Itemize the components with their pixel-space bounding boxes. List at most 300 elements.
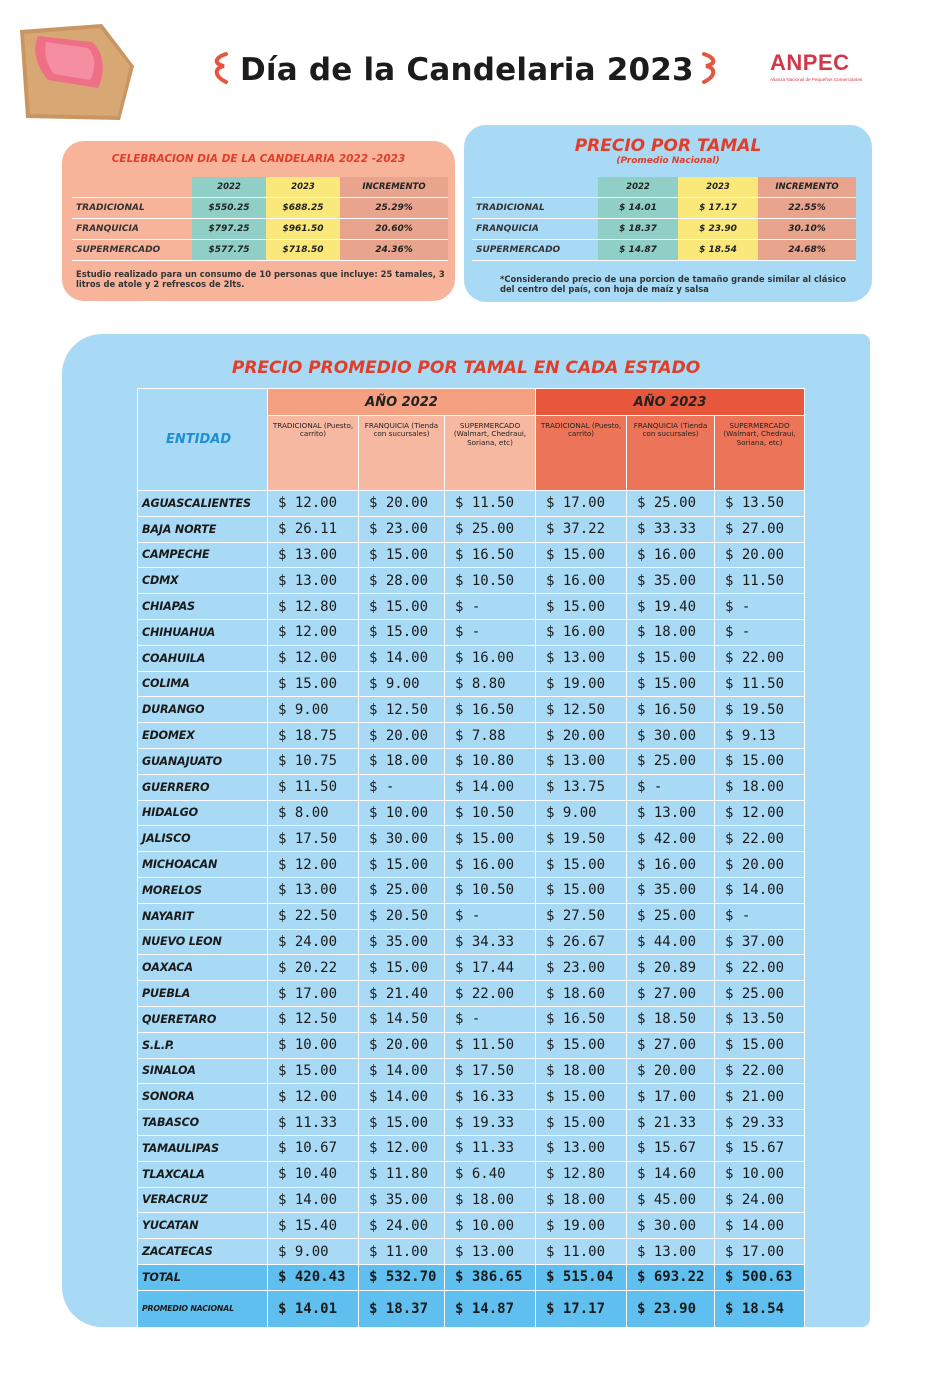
subheader-2023-franquicia: FRANQUICIA (Tienda con sucursales) (627, 416, 715, 491)
price-super-2023: $ 11.50 (715, 671, 805, 697)
state-name: TAMAULIPAS (138, 1135, 268, 1161)
state-name: ZACATECAS (138, 1239, 268, 1265)
price-trad-2023: $ 17.00 (536, 491, 627, 517)
price-trad-2023: $ 16.50 (536, 1006, 627, 1032)
state-name: OAXACA (138, 955, 268, 981)
price-super-2022: $ 16.00 (445, 645, 536, 671)
value-2022: $797.25 (192, 219, 266, 240)
price-franq-2023: $ 42.00 (627, 826, 715, 852)
price-franq-2023: $ 16.00 (627, 542, 715, 568)
row-label: FRANQUICIA (72, 219, 192, 240)
state-name: SINALOA (138, 1058, 268, 1084)
price-franq-2022: $ 20.50 (359, 903, 445, 929)
table-row (138, 594, 805, 620)
price-super-2023: $ 11.50 (715, 568, 805, 594)
price-franq-2023: $ 13.00 (627, 800, 715, 826)
state-name: VERACRUZ (138, 1187, 268, 1213)
price-franq-2022: $ 20.00 (359, 723, 445, 749)
row-label: TRADICIONAL (472, 198, 598, 219)
state-name: TLAXCALA (138, 1161, 268, 1187)
price-franq-2022: $ 10.00 (359, 800, 445, 826)
precio-tamal-card (464, 125, 872, 302)
price-franq-2023: $ 693.22 (627, 1264, 715, 1290)
price-trad-2023: $ 13.00 (536, 645, 627, 671)
price-franq-2023: $ 15.00 (627, 645, 715, 671)
price-super-2022: $ 6.40 (445, 1161, 536, 1187)
logo-name: ANPEC (770, 50, 850, 75)
subheader-2022-supermercado: SUPERMERCADO (Walmart, Chedraui, Soriana, etc) (445, 416, 536, 491)
price-franq-2023: $ 20.00 (627, 1058, 715, 1084)
table-row (138, 1213, 805, 1239)
price-super-2023: $ - (715, 594, 805, 620)
table-row (138, 826, 805, 852)
precio-header-incremento: INCREMENTO (758, 177, 856, 198)
price-super-2023: $ 29.33 (715, 1110, 805, 1136)
price-trad-2023: $ 19.00 (536, 1213, 627, 1239)
price-super-2022: $ - (445, 619, 536, 645)
price-trad-2022: $ 13.00 (268, 568, 359, 594)
year-2023-header: AÑO 2023 (536, 389, 805, 416)
state-name: CDMX (138, 568, 268, 594)
price-trad-2023: $ 23.00 (536, 955, 627, 981)
price-trad-2023: $ 15.00 (536, 852, 627, 878)
table-row (138, 619, 805, 645)
value-incremento: 20.60% (340, 219, 448, 240)
page-title: Día de la Candelaria 2023 (240, 52, 694, 88)
value-2022: $ 18.37 (598, 219, 678, 240)
state-name: PUEBLA (138, 981, 268, 1007)
price-franq-2023: $ 23.90 (627, 1290, 715, 1327)
precio-tamal-title: PRECIO POR TAMAL (574, 136, 762, 156)
price-super-2023: $ 20.00 (715, 542, 805, 568)
price-trad-2023: $ 13.75 (536, 774, 627, 800)
price-super-2023: $ 25.00 (715, 981, 805, 1007)
price-franq-2023: $ 15.00 (627, 671, 715, 697)
celebracion-title: CELEBRACION DIA DE LA CANDELARIA 2022 -2023 (111, 153, 406, 165)
state-name: CHIHUAHUA (138, 619, 268, 645)
subheader-2023-tradicional: TRADICIONAL (Puesto, carrito) (536, 416, 627, 491)
value-2022: $ 14.01 (598, 198, 678, 219)
price-trad-2023: $ 18.00 (536, 1187, 627, 1213)
table-row (138, 1006, 805, 1032)
price-franq-2022: $ 18.37 (359, 1290, 445, 1327)
price-franq-2023: $ 20.89 (627, 955, 715, 981)
price-super-2023: $ 12.00 (715, 800, 805, 826)
tamal-illustration (18, 22, 136, 124)
price-super-2022: $ 17.50 (445, 1058, 536, 1084)
precio-tamal-table (472, 177, 856, 261)
price-super-2022: $ 19.33 (445, 1110, 536, 1136)
price-trad-2022: $ 11.33 (268, 1110, 359, 1136)
price-franq-2023: $ 15.67 (627, 1135, 715, 1161)
price-franq-2023: $ 13.00 (627, 1239, 715, 1265)
price-franq-2022: $ 35.00 (359, 1187, 445, 1213)
price-super-2023: $ 15.00 (715, 748, 805, 774)
table-row (138, 645, 805, 671)
state-name: AGUASCALIENTES (138, 491, 268, 517)
state-name: EDOMEX (138, 723, 268, 749)
price-franq-2023: $ 14.60 (627, 1161, 715, 1187)
price-franq-2022: $ 20.00 (359, 1032, 445, 1058)
state-name: GUERRERO (138, 774, 268, 800)
price-franq-2022: $ 12.00 (359, 1135, 445, 1161)
table-row (138, 981, 805, 1007)
price-franq-2022: $ 14.50 (359, 1006, 445, 1032)
celebracion-header-2022: 2022 (192, 177, 266, 198)
price-trad-2023: $ 20.00 (536, 723, 627, 749)
table-row (138, 1084, 805, 1110)
price-franq-2022: $ 14.00 (359, 1058, 445, 1084)
price-franq-2023: $ - (627, 774, 715, 800)
value-incremento: 24.68% (758, 240, 856, 261)
flourish-right-icon (700, 50, 724, 86)
price-franq-2022: $ 24.00 (359, 1213, 445, 1239)
table-row (138, 542, 805, 568)
price-trad-2022: $ 14.00 (268, 1187, 359, 1213)
promedio-nacional-row (138, 1290, 805, 1327)
table-row (138, 903, 805, 929)
price-franq-2022: $ 28.00 (359, 568, 445, 594)
value-2023: $ 18.54 (678, 240, 758, 261)
price-super-2022: $ 16.50 (445, 697, 536, 723)
price-trad-2023: $ 15.00 (536, 1032, 627, 1058)
table-row (138, 1135, 805, 1161)
price-super-2023: $ 22.00 (715, 955, 805, 981)
table-row (138, 929, 805, 955)
logo-subtitle: Alianza Nacional de Pequeños Comerciantes (770, 77, 863, 82)
value-2023: $961.50 (266, 219, 340, 240)
state-name: DURANGO (138, 697, 268, 723)
state-price-table (137, 388, 805, 1328)
price-super-2022: $ 10.50 (445, 877, 536, 903)
price-trad-2023: $ 15.00 (536, 542, 627, 568)
price-trad-2023: $ 18.00 (536, 1058, 627, 1084)
value-2022: $ 14.87 (598, 240, 678, 261)
year-2022-header: AÑO 2022 (268, 389, 536, 416)
table-row (138, 748, 805, 774)
table-row (138, 568, 805, 594)
price-trad-2022: $ 14.01 (268, 1290, 359, 1327)
price-franq-2023: $ 27.00 (627, 1032, 715, 1058)
price-franq-2022: $ 25.00 (359, 877, 445, 903)
price-trad-2022: $ 17.50 (268, 826, 359, 852)
price-franq-2022: $ 18.00 (359, 748, 445, 774)
state-name: MORELOS (138, 877, 268, 903)
price-trad-2023: $ 15.00 (536, 1110, 627, 1136)
table-row (138, 671, 805, 697)
price-trad-2022: $ 8.00 (268, 800, 359, 826)
price-super-2023: $ 13.50 (715, 1006, 805, 1032)
price-franq-2022: $ 15.00 (359, 955, 445, 981)
price-super-2023: $ 15.00 (715, 1032, 805, 1058)
price-super-2022: $ 16.50 (445, 542, 536, 568)
table-row (138, 774, 805, 800)
state-name: SONORA (138, 1084, 268, 1110)
table-row (138, 723, 805, 749)
price-super-2022: $ 34.33 (445, 929, 536, 955)
state-name: QUERETARO (138, 1006, 268, 1032)
celebracion-row (72, 219, 448, 240)
price-trad-2022: $ 12.00 (268, 491, 359, 517)
price-franq-2023: $ 25.00 (627, 903, 715, 929)
price-super-2022: $ 386.65 (445, 1264, 536, 1290)
precio-header-2023: 2023 (678, 177, 758, 198)
price-franq-2022: $ 15.00 (359, 542, 445, 568)
price-trad-2023: $ 15.00 (536, 1084, 627, 1110)
row-label: SUPERMERCADO (72, 240, 192, 261)
price-franq-2022: $ 35.00 (359, 929, 445, 955)
state-name: PROMEDIO NACIONAL (138, 1290, 268, 1327)
price-trad-2022: $ 15.00 (268, 1058, 359, 1084)
price-super-2022: $ 16.00 (445, 852, 536, 878)
state-name: CHIAPAS (138, 594, 268, 620)
state-name: COAHUILA (138, 645, 268, 671)
table-row (138, 1058, 805, 1084)
price-franq-2022: $ 20.00 (359, 491, 445, 517)
price-trad-2023: $ 9.00 (536, 800, 627, 826)
row-label: SUPERMERCADO (472, 240, 598, 261)
price-super-2022: $ 16.33 (445, 1084, 536, 1110)
precio-row (472, 240, 856, 261)
subheader-2022-franquicia: FRANQUICIA (Tienda con sucursales) (359, 416, 445, 491)
price-trad-2023: $ 19.00 (536, 671, 627, 697)
total-row (138, 1264, 805, 1290)
table-row (138, 877, 805, 903)
price-super-2023: $ 10.00 (715, 1161, 805, 1187)
price-super-2022: $ - (445, 594, 536, 620)
price-super-2022: $ 15.00 (445, 826, 536, 852)
price-franq-2022: $ 15.00 (359, 594, 445, 620)
state-name: NUEVO LEON (138, 929, 268, 955)
price-trad-2022: $ 420.43 (268, 1264, 359, 1290)
price-trad-2022: $ 15.40 (268, 1213, 359, 1239)
price-super-2022: $ 17.44 (445, 955, 536, 981)
celebracion-card (62, 141, 455, 301)
price-trad-2023: $ 16.00 (536, 619, 627, 645)
price-super-2023: $ 14.00 (715, 1213, 805, 1239)
state-name: JALISCO (138, 826, 268, 852)
celebracion-table (72, 177, 448, 261)
price-super-2022: $ 8.80 (445, 671, 536, 697)
price-trad-2022: $ 12.00 (268, 645, 359, 671)
price-franq-2023: $ 35.00 (627, 877, 715, 903)
price-trad-2023: $ 12.80 (536, 1161, 627, 1187)
state-name: MICHOACAN (138, 852, 268, 878)
precio-row (472, 198, 856, 219)
main-table-title: PRECIO PROMEDIO POR TAMAL EN CADA ESTADO (231, 358, 701, 378)
price-super-2022: $ 11.50 (445, 1032, 536, 1058)
value-2023: $ 23.90 (678, 219, 758, 240)
subheader-2023-supermercado: SUPERMERCADO (Walmart, Chedraui, Soriana, etc) (715, 416, 805, 491)
table-row (138, 1161, 805, 1187)
price-trad-2022: $ 10.67 (268, 1135, 359, 1161)
state-name: TABASCO (138, 1110, 268, 1136)
value-incremento: 25.29% (340, 198, 448, 219)
price-franq-2023: $ 45.00 (627, 1187, 715, 1213)
state-name: NAYARIT (138, 903, 268, 929)
price-trad-2022: $ 12.50 (268, 1006, 359, 1032)
precio-row (472, 219, 856, 240)
price-franq-2023: $ 35.00 (627, 568, 715, 594)
price-trad-2023: $ 17.17 (536, 1290, 627, 1327)
price-franq-2022: $ 30.00 (359, 826, 445, 852)
price-trad-2023: $ 16.00 (536, 568, 627, 594)
price-trad-2022: $ 11.50 (268, 774, 359, 800)
state-name: S.L.P. (138, 1032, 268, 1058)
price-super-2023: $ 27.00 (715, 516, 805, 542)
price-super-2022: $ 22.00 (445, 981, 536, 1007)
price-trad-2023: $ 13.00 (536, 748, 627, 774)
price-trad-2022: $ 13.00 (268, 877, 359, 903)
price-trad-2023: $ 19.50 (536, 826, 627, 852)
value-2023: $ 17.17 (678, 198, 758, 219)
price-super-2022: $ - (445, 1006, 536, 1032)
price-super-2023: $ 22.00 (715, 1058, 805, 1084)
price-trad-2022: $ 12.00 (268, 852, 359, 878)
table-row (138, 852, 805, 878)
flourish-left-icon (206, 50, 230, 86)
state-name: HIDALGO (138, 800, 268, 826)
celebracion-row (72, 198, 448, 219)
price-franq-2023: $ 18.00 (627, 619, 715, 645)
price-franq-2023: $ 25.00 (627, 748, 715, 774)
price-trad-2023: $ 26.67 (536, 929, 627, 955)
price-super-2022: $ 13.00 (445, 1239, 536, 1265)
price-franq-2022: $ 532.70 (359, 1264, 445, 1290)
price-franq-2022: $ 12.50 (359, 697, 445, 723)
price-franq-2022: $ 15.00 (359, 619, 445, 645)
price-franq-2022: $ 15.00 (359, 852, 445, 878)
price-trad-2022: $ 12.00 (268, 1084, 359, 1110)
price-trad-2022: $ 15.00 (268, 671, 359, 697)
price-super-2022: $ - (445, 903, 536, 929)
price-trad-2022: $ 20.22 (268, 955, 359, 981)
price-trad-2022: $ 26.11 (268, 516, 359, 542)
subheader-2022-tradicional: TRADICIONAL (Puesto, carrito) (268, 416, 359, 491)
price-trad-2022: $ 10.75 (268, 748, 359, 774)
price-trad-2023: $ 515.04 (536, 1264, 627, 1290)
price-trad-2022: $ 24.00 (268, 929, 359, 955)
table-row (138, 1239, 805, 1265)
price-franq-2023: $ 30.00 (627, 1213, 715, 1239)
price-franq-2022: $ 15.00 (359, 1110, 445, 1136)
table-row (138, 697, 805, 723)
table-row (138, 1110, 805, 1136)
price-super-2023: $ 14.00 (715, 877, 805, 903)
value-2022: $550.25 (192, 198, 266, 219)
value-2022: $577.75 (192, 240, 266, 261)
price-super-2023: $ 9.13 (715, 723, 805, 749)
precio-tamal-note: *Considerando precio de una porcion de tamaño grande similar al clásico del centro del país, con hoja de maíz y salsa (500, 274, 847, 294)
price-super-2022: $ 11.33 (445, 1135, 536, 1161)
price-super-2023: $ 13.50 (715, 491, 805, 517)
price-super-2022: $ 10.00 (445, 1213, 536, 1239)
state-name: GUANAJUATO (138, 748, 268, 774)
price-franq-2023: $ 18.50 (627, 1006, 715, 1032)
table-row (138, 1187, 805, 1213)
price-super-2023: $ 500.63 (715, 1264, 805, 1290)
price-trad-2022: $ 10.40 (268, 1161, 359, 1187)
price-trad-2023: $ 12.50 (536, 697, 627, 723)
table-row (138, 1032, 805, 1058)
price-super-2023: $ - (715, 903, 805, 929)
state-name: COLIMA (138, 671, 268, 697)
price-franq-2023: $ 21.33 (627, 1110, 715, 1136)
price-super-2022: $ 14.00 (445, 774, 536, 800)
table-row (138, 800, 805, 826)
price-franq-2022: $ - (359, 774, 445, 800)
price-super-2023: $ 24.00 (715, 1187, 805, 1213)
price-super-2022: $ 14.87 (445, 1290, 536, 1327)
state-name: CAMPECHE (138, 542, 268, 568)
price-trad-2022: $ 9.00 (268, 697, 359, 723)
price-trad-2022: $ 12.00 (268, 619, 359, 645)
table-row (138, 491, 805, 517)
celebracion-header-incremento: INCREMENTO (340, 177, 448, 198)
price-trad-2023: $ 11.00 (536, 1239, 627, 1265)
price-franq-2022: $ 14.00 (359, 1084, 445, 1110)
price-trad-2023: $ 15.00 (536, 594, 627, 620)
value-incremento: 24.36% (340, 240, 448, 261)
price-trad-2023: $ 15.00 (536, 877, 627, 903)
price-trad-2022: $ 18.75 (268, 723, 359, 749)
price-franq-2022: $ 21.40 (359, 981, 445, 1007)
price-franq-2023: $ 16.00 (627, 852, 715, 878)
precio-tamal-subtitle: (Promedio Nacional) (616, 156, 720, 166)
price-trad-2022: $ 12.80 (268, 594, 359, 620)
celebracion-header-2023: 2023 (266, 177, 340, 198)
price-super-2023: $ 22.00 (715, 826, 805, 852)
price-franq-2022: $ 9.00 (359, 671, 445, 697)
entidad-header: ENTIDAD (138, 389, 268, 491)
price-super-2022: $ 25.00 (445, 516, 536, 542)
price-franq-2022: $ 11.00 (359, 1239, 445, 1265)
value-2023: $688.25 (266, 198, 340, 219)
price-super-2023: $ 21.00 (715, 1084, 805, 1110)
price-super-2023: $ 15.67 (715, 1135, 805, 1161)
price-franq-2023: $ 17.00 (627, 1084, 715, 1110)
price-super-2022: $ 10.50 (445, 568, 536, 594)
state-name: YUCATAN (138, 1213, 268, 1239)
price-franq-2023: $ 33.33 (627, 516, 715, 542)
price-trad-2022: $ 10.00 (268, 1032, 359, 1058)
price-trad-2023: $ 13.00 (536, 1135, 627, 1161)
price-trad-2023: $ 18.60 (536, 981, 627, 1007)
price-super-2023: $ 22.00 (715, 645, 805, 671)
price-super-2022: $ 11.50 (445, 491, 536, 517)
price-super-2022: $ 10.50 (445, 800, 536, 826)
anpec-logo (770, 50, 890, 90)
price-franq-2023: $ 30.00 (627, 723, 715, 749)
price-super-2023: $ - (715, 619, 805, 645)
price-franq-2023: $ 27.00 (627, 981, 715, 1007)
price-trad-2022: $ 22.50 (268, 903, 359, 929)
celebracion-note: Estudio realizado para un consumo de 10 personas que incluye: 25 tamales, 3 litros de atole y 2 refrescos de 2lts. (76, 269, 445, 289)
value-incremento: 22.55% (758, 198, 856, 219)
table-row (138, 955, 805, 981)
price-franq-2023: $ 16.50 (627, 697, 715, 723)
price-franq-2022: $ 14.00 (359, 645, 445, 671)
price-trad-2022: $ 13.00 (268, 542, 359, 568)
table-row (138, 516, 805, 542)
precio-header-2022: 2022 (598, 177, 678, 198)
price-franq-2022: $ 11.80 (359, 1161, 445, 1187)
price-trad-2023: $ 37.22 (536, 516, 627, 542)
price-super-2022: $ 7.88 (445, 723, 536, 749)
price-super-2023: $ 19.50 (715, 697, 805, 723)
state-name: TOTAL (138, 1264, 268, 1290)
price-super-2023: $ 37.00 (715, 929, 805, 955)
